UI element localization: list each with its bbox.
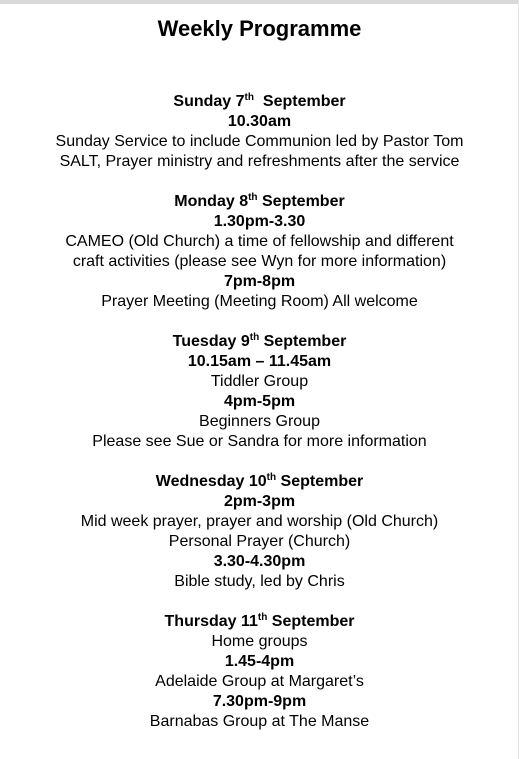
day-label: Sunday 7 (173, 93, 245, 110)
event-description: Adelaide Group at Margaret’s (155, 673, 364, 690)
day-label: Wednesday 10 (155, 473, 267, 490)
page-title: Weekly Programme (157, 16, 362, 41)
event-time: 7pm-8pm (223, 273, 296, 290)
day-section (0, 332, 519, 452)
day-heading (0, 472, 519, 492)
month-label: September (257, 193, 345, 210)
ordinal-suffix: th (257, 612, 268, 623)
day-label: Monday 8 (174, 193, 249, 210)
event-description: CAMEO (Old Church) a time of fellowship and different (65, 233, 454, 250)
event-time: 1.45-4pm (224, 653, 295, 670)
ordinal-suffix: th (244, 92, 254, 103)
event-time: 1.30pm-3.30 (213, 213, 306, 230)
day-heading (0, 612, 519, 632)
day-heading (0, 192, 519, 212)
ordinal-suffix: th (248, 192, 258, 203)
event-description: Beginners Group (199, 413, 320, 430)
event-description: Barnabas Group at The Manse (149, 713, 370, 730)
month-label: September (259, 333, 347, 350)
event-description: Sunday Service to include Communion led by Pastor Tom (55, 133, 464, 150)
day-heading (0, 332, 519, 352)
day-label: Thursday 11 (164, 613, 258, 630)
event-time: 3.30-4.30pm (213, 553, 306, 570)
event-time: 7.30pm-9pm (212, 693, 307, 710)
event-description: Mid week prayer, prayer and worship (Old Church) (80, 513, 439, 530)
document-page (0, 12, 519, 732)
programme-list (0, 92, 519, 732)
event-time: 2pm-3pm (223, 493, 296, 510)
event-time: 10.30am (227, 113, 292, 130)
event-description: craft activities (please see Wyn for more information) (72, 253, 447, 270)
month-label: September (267, 613, 355, 630)
day-section (0, 192, 519, 312)
day-section (0, 472, 519, 592)
event-description: SALT, Prayer ministry and refreshments after the service (59, 153, 460, 170)
event-description: Bible study, led by Chris (174, 573, 345, 590)
day-heading (0, 92, 519, 112)
top-border (0, 0, 519, 4)
event-time: 4pm-5pm (223, 393, 296, 410)
event-description: Home groups (211, 633, 308, 650)
ordinal-suffix: th (249, 332, 260, 343)
event-description: Tiddler Group (210, 373, 309, 390)
day-section (0, 612, 519, 732)
month-label: September (276, 473, 364, 490)
ordinal-suffix: th (266, 472, 277, 483)
event-description: Please see Sue or Sandra for more information (92, 433, 427, 450)
month-label: September (254, 93, 346, 110)
event-description: Personal Prayer (Church) (168, 533, 351, 550)
day-section (0, 92, 519, 172)
day-label: Tuesday 9 (172, 333, 250, 350)
event-description: Prayer Meeting (Meeting Room) All welcome (101, 293, 418, 310)
event-time: 10.15am – 11.45am (187, 353, 332, 370)
